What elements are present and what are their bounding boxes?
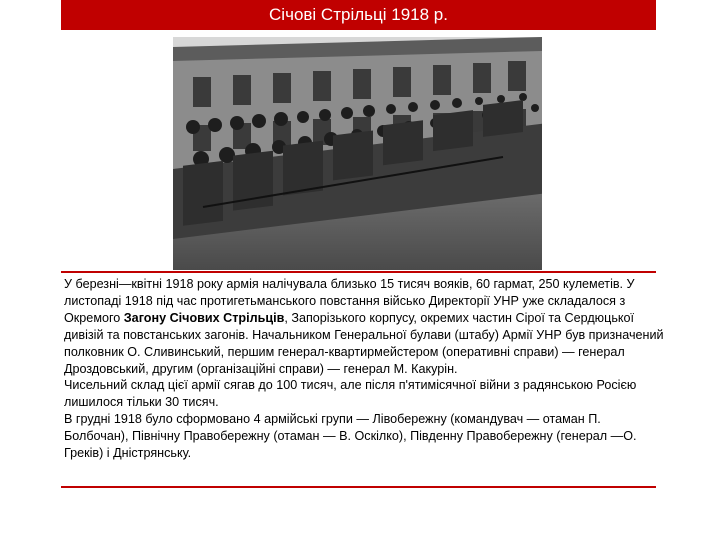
slide-title: Січові Стрільці 1918 р. xyxy=(61,0,656,30)
photo-soldiers-icon xyxy=(173,37,542,270)
body-text xyxy=(64,276,664,462)
historical-photo xyxy=(173,37,542,270)
paragraph-3: В грудні 1918 було сформовано 4 армійські групи — Лівобережну (командувач — отаман П. Болбочан), Північну Правобережну (отаман — В. Оскілко), Південну Правобережну (генерал —О. Греків) і Дністрянську. xyxy=(64,412,637,461)
highlight-unit-name: Загону Січових Стрільців xyxy=(123,310,285,325)
photo-divider xyxy=(61,271,656,273)
bottom-divider xyxy=(61,486,656,488)
paragraph-1 xyxy=(64,276,664,377)
paragraph-1-end: , Запорізького корпусу, окремих частин Сірої та Сердюцької дивізій та повстанських загонів. Начальником Генеральної булави (штабу) Армії УНР був призначений полковник О. Сливинський, першим генерал-квартирмейстером (оперативні справи) — генерал Дроздовський, другим (організаційні справи) — генерал М. Какурін. xyxy=(64,310,664,376)
paragraph-1-start: У березні—квітні 1918 року армія налічувала близько 15 тисяч вояків, 60 гармат, 250 кулеметів. У листопаді 1918 під час протигетьманського повстання військо Директорії УНР уже складалося з Окремого xyxy=(64,277,635,325)
paragraph-2: Чисельний склад цієї армії сягав до 100 тисяч, але після п'ятимісячної війни з радянською Росією лишилося тільки 30 тисяч. xyxy=(64,378,637,410)
